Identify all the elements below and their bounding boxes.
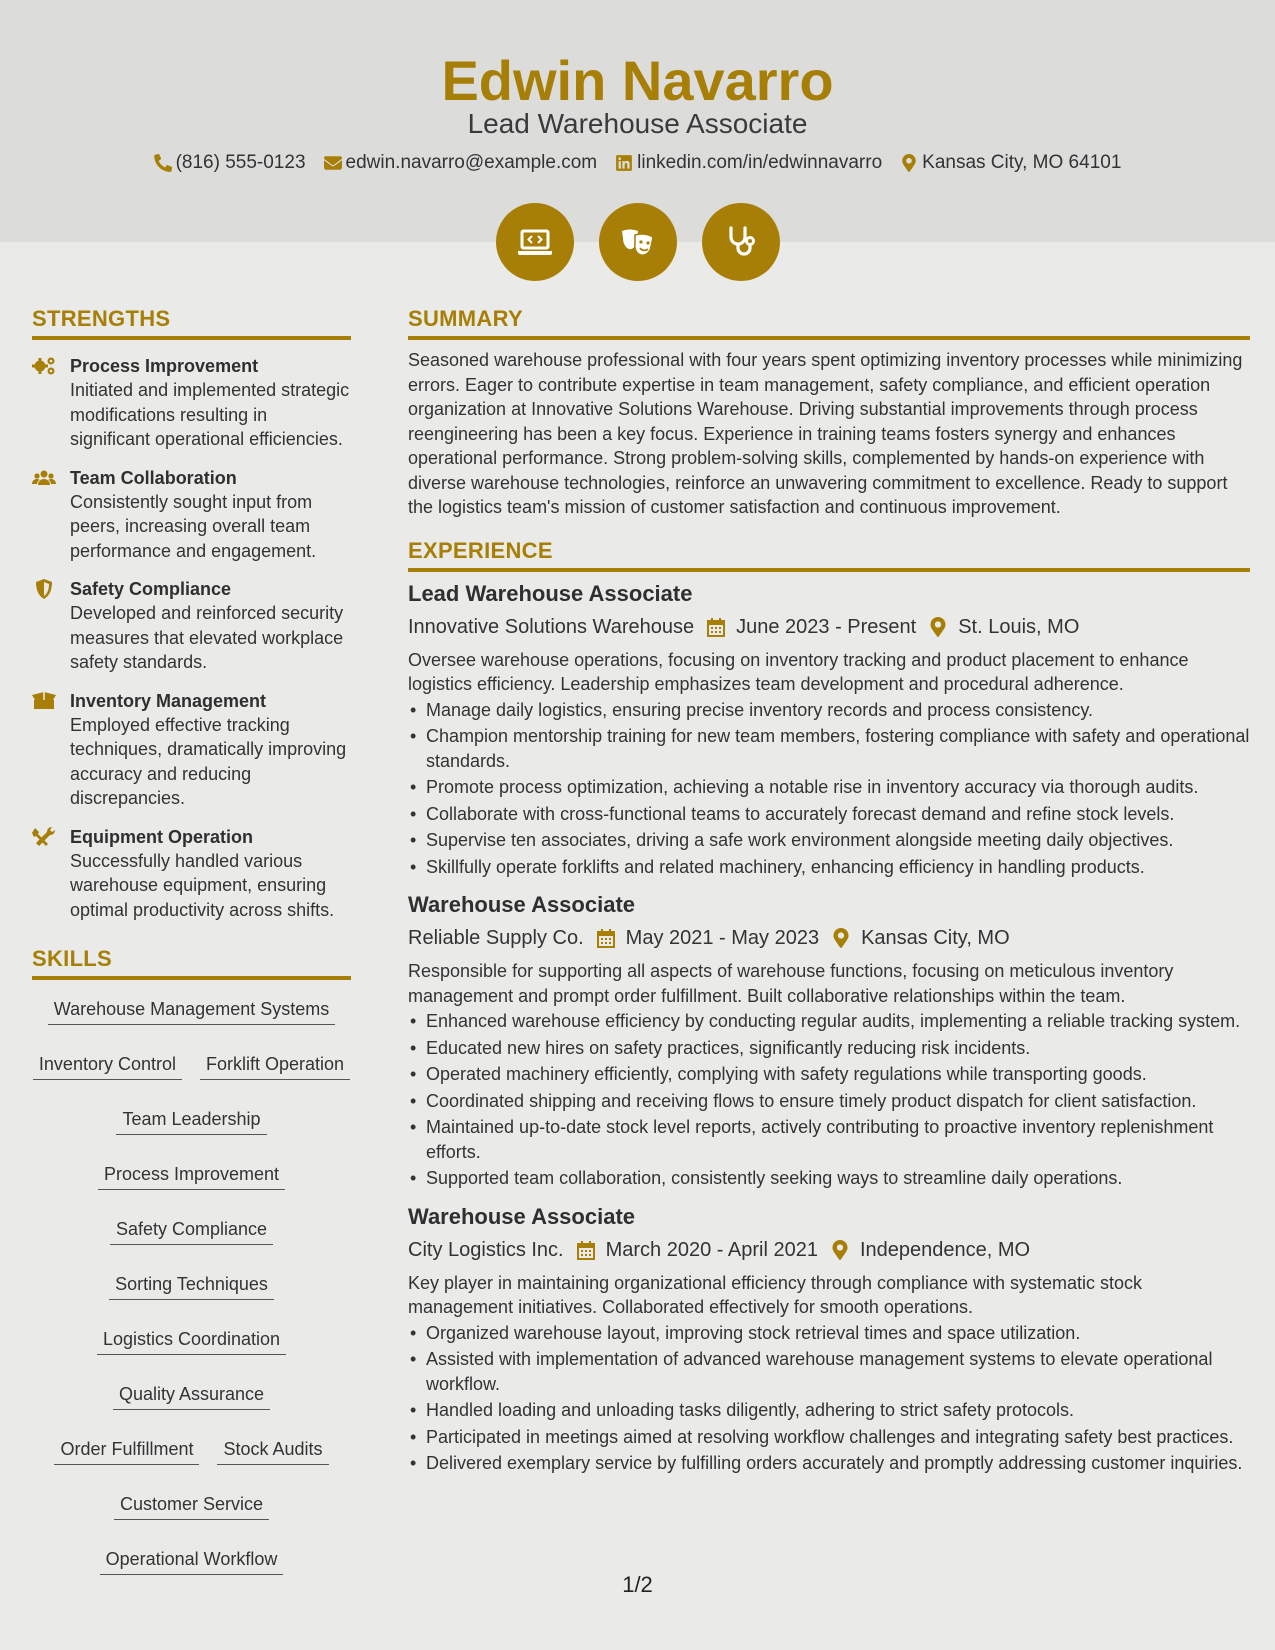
strength-name: Safety Compliance [70, 579, 232, 599]
job-location: Independence, MO [859, 1238, 1031, 1261]
job-meta [408, 925, 1250, 951]
strength-desc: Consistently sought input from peers, increasing overall team performance and engagement. [70, 491, 317, 561]
job-desc: Key player in maintaining organizational efficiency through compliance with systematic stock management initiatives. Collaborated effectively for smooth operations. [408, 1272, 1143, 1317]
job-bullet: • Collaborate with cross-functional teams to accurately forecast demand and refine stock levels. [408, 802, 1250, 827]
contact-phone[interactable] [154, 152, 306, 174]
job-company: City Logistics Inc. [408, 1238, 564, 1261]
job-company: Innovative Solutions Warehouse [408, 615, 695, 638]
job-title: Warehouse Associate [408, 1203, 636, 1229]
skill-tag: Order Fulfillment [54, 1434, 199, 1465]
skill-tag: Warehouse Management Systems [48, 994, 335, 1025]
job-bullet: • Supported team collaboration, consistently seeking ways to streamline daily operations. [408, 1166, 1250, 1191]
job-bullet: • Organized warehouse layout, improving stock retrieval times and space utilization. [408, 1321, 1250, 1346]
interest-circle-coding [496, 203, 574, 281]
job-meta [408, 1237, 1250, 1263]
strength-desc: Employed effective tracking techniques, dramatically improving accuracy and reducing discrepancies. [70, 714, 347, 808]
email-text: edwin.navarro@example.com [345, 152, 598, 173]
interest-circle-theater [599, 203, 677, 281]
left-column [32, 306, 351, 1575]
strength-desc: Developed and reinforced security measures that elevated workplace safety standards. [70, 603, 344, 672]
job-bullets [408, 698, 1250, 880]
job-company: Reliable Supply Co. [408, 927, 584, 949]
skill-tag: Forklift Operation [200, 1049, 350, 1080]
job-bullet: • Handled loading and unloading tasks diligently, adhering to strict safety protocols. [408, 1398, 1250, 1423]
job-entry [408, 1203, 1250, 1476]
linkedin-icon [615, 154, 633, 172]
strength-item [32, 825, 351, 923]
calendar-icon [596, 928, 616, 948]
job-location: Kansas City, MO [861, 927, 1010, 949]
job-title: Lead Warehouse Associate [408, 580, 693, 606]
experience-heading: EXPERIENCE [408, 538, 1250, 572]
right-column [408, 306, 1250, 1478]
contact-linkedin[interactable] [615, 152, 882, 174]
theater-masks-icon [618, 222, 658, 262]
job-entry [408, 580, 1250, 880]
contact-email[interactable] [324, 152, 598, 174]
job-bullet: • Operated machinery efficiently, complying with safety regulations while transporting goods. [408, 1062, 1250, 1087]
job-bullets [408, 1321, 1250, 1476]
envelope-icon [324, 154, 342, 172]
strength-name: Equipment Operation [70, 826, 254, 847]
strength-desc: Successfully handled various warehouse equipment, ensuring optimal productivity across shifts. [70, 850, 335, 920]
job-bullet: • Supervise ten associates, driving a safe work environment alongside meeting daily objectives. [408, 828, 1250, 853]
skill-tag: Safety Compliance [110, 1214, 273, 1245]
laptop-code-icon [515, 222, 555, 262]
strengths-heading: STRENGTHS [32, 306, 351, 340]
skill-tag: Stock Audits [217, 1434, 328, 1465]
map-marker-icon [830, 1240, 850, 1260]
job-dates: March 2020 - April 2021 [605, 1238, 818, 1261]
users-icon [32, 468, 56, 488]
skill-tag: Logistics Coordination [97, 1324, 286, 1355]
job-bullet: • Coordinated shipping and receiving flows to ensure timely product dispatch for client satisfaction. [408, 1089, 1250, 1114]
strength-item [32, 577, 351, 675]
stethoscope-icon [721, 222, 761, 262]
job-title: Warehouse Associate [408, 892, 636, 917]
phone-icon [154, 154, 172, 172]
job-desc: Oversee warehouse operations, focusing on inventory tracking and product placement to enhance logistics efficiency. Leadership emphasizes team development and procedural adherence. [408, 649, 1189, 694]
job-entry [408, 891, 1250, 1191]
candidate-title: Lead Warehouse Associate [467, 108, 808, 139]
interest-circle-medical [702, 203, 780, 281]
strength-name: Team Collaboration [70, 467, 237, 488]
job-bullet: • Promote process optimization, achieving a notable rise in inventory accuracy via thorough audits. [408, 775, 1250, 800]
skill-tag: Customer Service [114, 1489, 269, 1520]
job-bullet: • Champion mentorship training for new team members, fostering compliance with safety and operational standards. [408, 724, 1250, 773]
job-bullet: • Manage daily logistics, ensuring precise inventory records and process consistency. [408, 698, 1250, 723]
job-dates: May 2021 - May 2023 [625, 927, 820, 949]
box-open-icon [32, 691, 56, 711]
summary-text: Seasoned warehouse professional with four years spent optimizing inventory processes while minimizing errors. Eager to contribute expertise in team management, safety compliance, and efficient operation organization at Innovative Solutions Warehouse. Driving substantial improvements through process reengineering has been a key focus. Experience in training teams fosters synergy and enhances operational performance. Strong problem-solving skills, complemented by hands-on experience with diverse warehouse technologies, reinforce an unwavering commitment to excellence. Ready to support the logistics team's mission of customer satisfaction and continuous improvement. [408, 350, 1243, 517]
job-bullet: • Enhanced warehouse efficiency by conducting regular audits, implementing a reliable tracking system. [408, 1009, 1250, 1034]
skill-tag: Inventory Control [33, 1049, 182, 1080]
page-number: 1/2 [622, 1572, 653, 1597]
skills-list [32, 994, 351, 1575]
strength-desc: Initiated and implemented strategic modifications resulting in significant operational efficiencies. [70, 380, 350, 449]
job-bullet: • Delivered exemplary service by fulfilling orders accurately and promptly addressing customer inquiries. [408, 1451, 1250, 1476]
strength-name: Process Improvement [70, 356, 259, 376]
job-bullet: • Participated in meetings aimed at resolving workflow challenges and integrating safety best practices. [408, 1425, 1250, 1450]
job-desc: Responsible for supporting all aspects of warehouse functions, focusing on meticulous inventory management and prompt order fulfillment. Built collaborative relationships within the team. [408, 961, 1174, 1006]
location-text: Kansas City, MO 64101 [922, 152, 1122, 173]
job-bullet: • Skillfully operate forklifts and related machinery, enhancing efficiency in handling products. [408, 855, 1250, 880]
job-bullet: • Maintained up-to-date stock level reports, actively contributing to proactive inventory replenishment efforts. [408, 1115, 1250, 1164]
linkedin-text: linkedin.com/in/edwinnavarro [637, 152, 883, 173]
candidate-name: Edwin Navarro [441, 49, 834, 112]
job-location: St. Louis, MO [958, 615, 1080, 638]
job-meta [408, 614, 1250, 640]
skill-tag: Sorting Techniques [109, 1269, 274, 1300]
job-dates: June 2023 - Present [736, 615, 917, 638]
skill-tag: Operational Workflow [100, 1544, 284, 1575]
shield-icon [32, 579, 56, 599]
summary-heading: SUMMARY [408, 306, 1250, 340]
map-marker-icon [831, 928, 851, 948]
interest-icons [0, 203, 1275, 281]
tools-icon [32, 827, 56, 847]
contact-bar [0, 152, 1275, 174]
strength-item [32, 466, 351, 564]
contact-location [900, 152, 1121, 174]
skill-tag: Team Leadership [116, 1104, 266, 1135]
map-marker-icon [900, 154, 918, 172]
skill-tag: Process Improvement [98, 1159, 285, 1190]
job-bullet: • Assisted with implementation of advanced warehouse management systems to elevate operational workflow. [408, 1347, 1250, 1396]
skills-heading: SKILLS [32, 946, 351, 980]
strength-item [32, 354, 351, 452]
calendar-icon [576, 1240, 596, 1260]
skill-tag: Quality Assurance [113, 1379, 270, 1410]
strength-name: Inventory Management [70, 690, 267, 711]
map-marker-icon [928, 617, 948, 637]
phone-text: (816) 555-0123 [175, 152, 306, 173]
job-bullet: • Educated new hires on safety practices, significantly reducing risk incidents. [408, 1036, 1250, 1061]
cogs-icon [32, 356, 56, 376]
job-bullets [408, 1009, 1250, 1191]
strength-item [32, 689, 351, 811]
calendar-icon [706, 617, 726, 637]
